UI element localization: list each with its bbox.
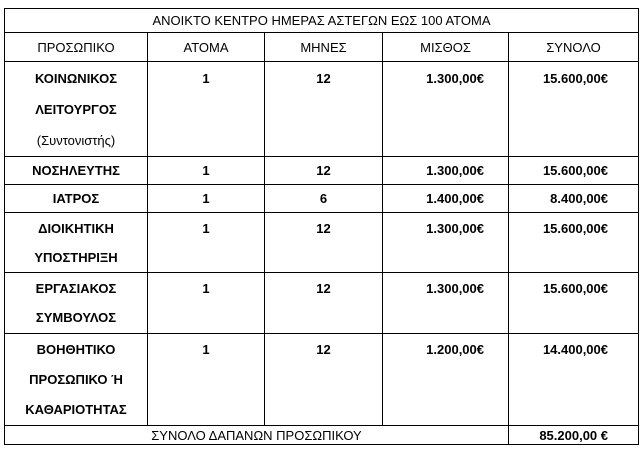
salary-cell: 1.300,00€ (383, 62, 509, 157)
months-cell: 12 (265, 273, 383, 334)
personnel-name-cell (5, 157, 148, 185)
salary-cell: 1.400,00€ (383, 185, 509, 213)
header-row (5, 33, 639, 62)
personnel-name-line: ΥΠΟΣΤΗΡΙΞΗ (34, 250, 118, 265)
months-cell: 6 (265, 185, 383, 213)
personnel-name-line: ΙΑΤΡΟΣ (52, 191, 100, 206)
personnel-name-line: ΒΟΗΘΗΤΙΚΟ (36, 342, 116, 357)
personnel-name-line: ΠΡΟΣΩΠΙΚΟ Ή (29, 372, 123, 387)
personnel-name-line: ΝΟΣΗΛΕΥΤΗΣ (32, 163, 120, 178)
persons-cell: 1 (148, 185, 265, 213)
personnel-name-cell (5, 273, 148, 334)
months-cell: 12 (265, 213, 383, 273)
salary-cell: 1.300,00€ (383, 157, 509, 185)
table-row (5, 273, 639, 334)
personnel-name-cell (5, 185, 148, 213)
personnel-name-line: ΛΕΙΤΟΥΡΓΟΣ (35, 102, 117, 117)
total-cell: 14.400,00€ (509, 334, 639, 426)
title-row (5, 9, 639, 33)
table-row (5, 185, 639, 213)
total-cell: 15.600,00€ (509, 213, 639, 273)
header-persons: ΑΤΟΜΑ (148, 33, 265, 62)
persons-cell: 1 (148, 273, 265, 334)
months-cell: 12 (265, 62, 383, 157)
months-cell: 12 (265, 334, 383, 426)
personnel-name-line: ΚΑΘΑΡΙΟΤΗΤΑΣ (25, 402, 127, 417)
personnel-name-line: ΣΥΜΒΟΥΛΟΣ (35, 310, 117, 325)
table-row (5, 213, 639, 273)
personnel-name-cell (5, 213, 148, 273)
header-personnel: ΠΡΟΣΩΠΙΚΟ (5, 33, 148, 62)
header-months: ΜΗΝΕΣ (265, 33, 383, 62)
total-cell: 15.600,00€ (509, 273, 639, 334)
table-body (5, 9, 639, 445)
personnel-name-line: ΚΟΙΝΩΝΙΚΟΣ (34, 71, 118, 86)
personnel-name-line: ΔΙΟΙΚΗΤΙΚΗ (38, 221, 114, 236)
salary-cell: 1.300,00€ (383, 213, 509, 273)
personnel-name-line: ΕΡΓΑΣΙΑΚΟΣ (35, 281, 117, 296)
footer-row (5, 426, 639, 445)
header-salary: ΜΙΣΘΟΣ (383, 33, 509, 62)
table-row (5, 334, 639, 426)
persons-cell: 1 (148, 213, 265, 273)
total-cell: 15.600,00€ (509, 62, 639, 157)
personnel-name-cell (5, 62, 148, 157)
salary-cell: 1.200,00€ (383, 334, 509, 426)
grand-total-value: 85.200,00 € (509, 426, 639, 445)
table-row (5, 157, 639, 185)
table-row (5, 62, 639, 157)
persons-cell: 1 (148, 334, 265, 426)
personnel-name-note: (Συντονιστής) (36, 133, 116, 148)
personnel-cost-table (4, 8, 639, 445)
personnel-name-cell (5, 334, 148, 426)
total-cell: 8.400,00€ (509, 185, 639, 213)
table-title: ΑΝΟΙΚΤΟ ΚΕΝΤΡΟ ΗΜΕΡΑΣ ΑΣΤΕΓΩΝ ΕΩΣ 100 ΑΤΟΜΑ (5, 9, 639, 33)
total-cell: 15.600,00€ (509, 157, 639, 185)
grand-total-label: ΣΥΝΟΛΟ ΔΑΠΑΝΩΝ ΠΡΟΣΩΠΙΚΟΥ (5, 426, 509, 445)
salary-cell: 1.300,00€ (383, 273, 509, 334)
header-total: ΣΥΝΟΛΟ (509, 33, 639, 62)
persons-cell: 1 (148, 62, 265, 157)
persons-cell: 1 (148, 157, 265, 185)
months-cell: 12 (265, 157, 383, 185)
